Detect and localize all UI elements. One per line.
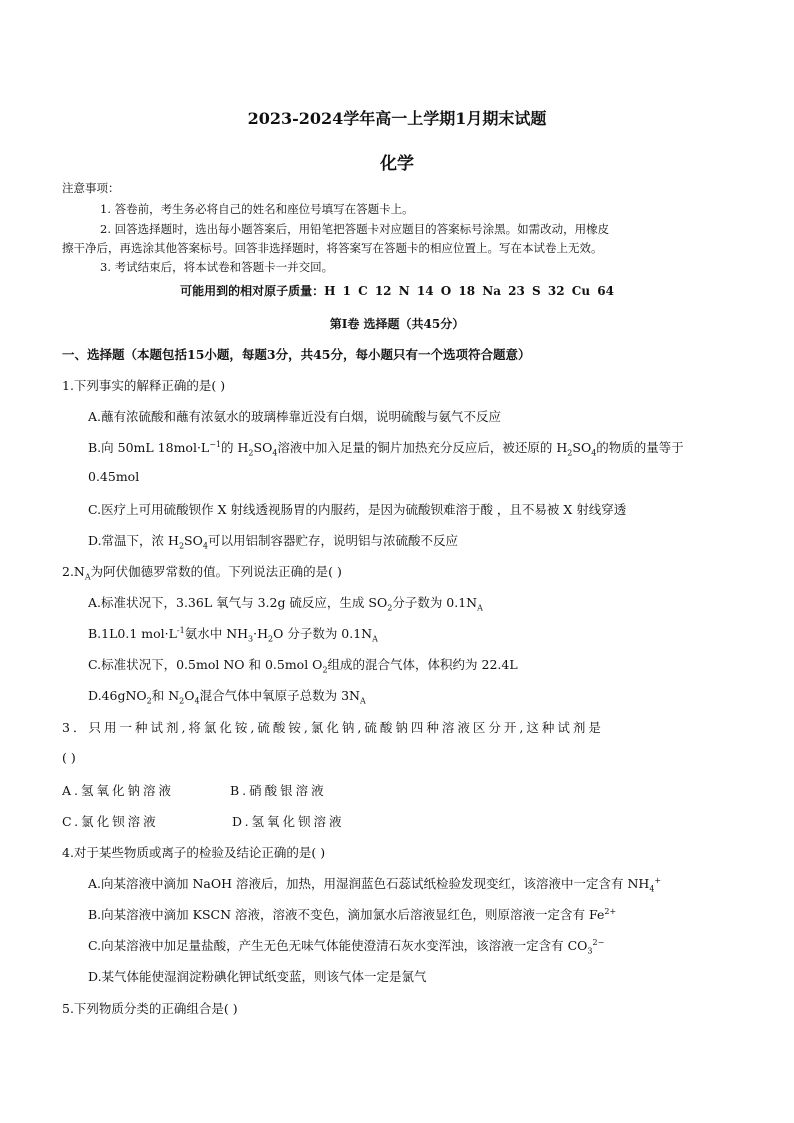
- question-1-option-c: C.医疗上可用硫酸钡作 X 射线透视肠胃的内服药，是因为硫酸钡难溶于酸 ，且不易被 X 射线穿透: [88, 502, 627, 517]
- question-2-option-a: A.标准状况下，3.36L 氧气与 3.2g 硫反应，生成 $SO_2$分子数为 $0.1N_A$: [88, 595, 483, 613]
- question-3-stem: 3．只用一种试剂,将氯化铵,硫酸铵,氯化钠,硫酸钠四种溶液区分开,这种试剂是: [62, 720, 604, 735]
- question-3-option-d: D.氢氧化钡溶液: [232, 814, 345, 829]
- question-4-option-d: D.某气体能使湿润淀粉碘化钾试纸变蓝，则该气体一定是氯气: [88, 969, 427, 984]
- question-2-option-c: C.标准状况下，0.5mol NO 和 0.5mol $O_2$组成的混合气体，体积约为 22.4L: [88, 657, 518, 675]
- question-3-stem-continued: ( ): [62, 750, 76, 765]
- volume-title: 第Ⅰ卷 选择题（共45分）: [329, 317, 465, 331]
- question-3-option-b: B.硝酸银溶液: [230, 783, 327, 798]
- notice-item-2: 2. 回答选择题时，选出每小题答案后，用铅笔把答题卡对应题目的答案标号涂黑。如需改动，用橡皮: [100, 222, 610, 236]
- notice-item-3: 3. 考试结束后，将本试卷和答题卡一并交回。: [100, 260, 334, 274]
- question-2-option-b: B.1L0.1 $mol\cdot L^{-1}$氨水中 $NH_3\cdot H_2O$ 分子数为 $0.1N_A$: [88, 625, 378, 644]
- notice-item-1: 1. 答卷前，考生务必将自己的姓名和座位号填写在答题卡上。: [100, 202, 414, 216]
- subject-title: 化学: [380, 154, 414, 174]
- question-3-option-c: C.氯化钡溶液: [62, 814, 159, 829]
- question-2-option-d: D.46gNO$_2$和 $N_2O_4$混合气体中氧原子总数为 $3N_A$: [88, 688, 366, 706]
- question-1-option-a: A.蘸有浓硫酸和蘸有浓氨水的玻璃棒靠近没有白烟，说明硫酸与氨气不反应: [88, 409, 502, 424]
- section-title: 一、选择题（本题包括15小题，每题3分，共45分，每小题只有一个选项符合题意）: [62, 347, 531, 362]
- question-1-option-b-continued: 0.45mol: [88, 469, 140, 484]
- question-2-stem: $2.N_A$为阿伏伽德罗常数的值。下列说法正确的是( ): [62, 564, 342, 582]
- question-1-option-b: B.向 50mL $18mol\cdot L^{-1}$的 $H_2SO_4$溶液中加入足量的铜片加热充分反应后，被还原的 $H_2SO_4$的物质的量等于: [88, 439, 684, 458]
- question-1-stem: 1.下列事实的解释正确的是( ): [62, 378, 226, 393]
- question-4-option-b: B.向某溶液中滴加 KSCN 溶液，溶液不变色，滴加氯水后溶液显红色，则原溶液一定含有 $Fe^{2+}$: [88, 906, 617, 922]
- question-3-option-a: A.氢氧化钠溶液: [62, 783, 175, 798]
- exam-title: 2023-2024学年高一上学期1月期末试题: [247, 109, 547, 128]
- question-4-option-a: A.向某溶液中滴加 NaOH 溶液后，加热，用湿润蓝色石蕊试纸检验发现变红，该溶液中一定含有 $NH_4^+$: [88, 875, 662, 894]
- question-5-stem: 5.下列物质分类的正确组合是( ): [62, 1001, 238, 1016]
- question-4-stem: 4.对于某些物质或离子的检验及结论正确的是( ): [62, 845, 326, 860]
- notice-heading: 注意事项：: [62, 181, 120, 195]
- question-4-option-c: C.向某溶液中加足量盐酸，产生无色无味气体能使澄清石灰水变浑浊，该溶液一定含有 $CO_3^{2-}$: [88, 937, 605, 956]
- atomic-masses: 可能用到的相对原子质量：H 1 C 12 N 14 O 18 Na 23 S 32 Cu 64: [180, 284, 614, 298]
- question-1-option-d: D.常温下，浓 $H_2SO_4$可以用铝制容器贮存，说明铝与浓硫酸不反应: [88, 533, 458, 551]
- notice-item-2-continued: 擦干净后，再选涂其他答案标号。回答非选择题时，将答案写在答题卡的相应位置上。写在本试卷上无效。: [62, 241, 603, 255]
